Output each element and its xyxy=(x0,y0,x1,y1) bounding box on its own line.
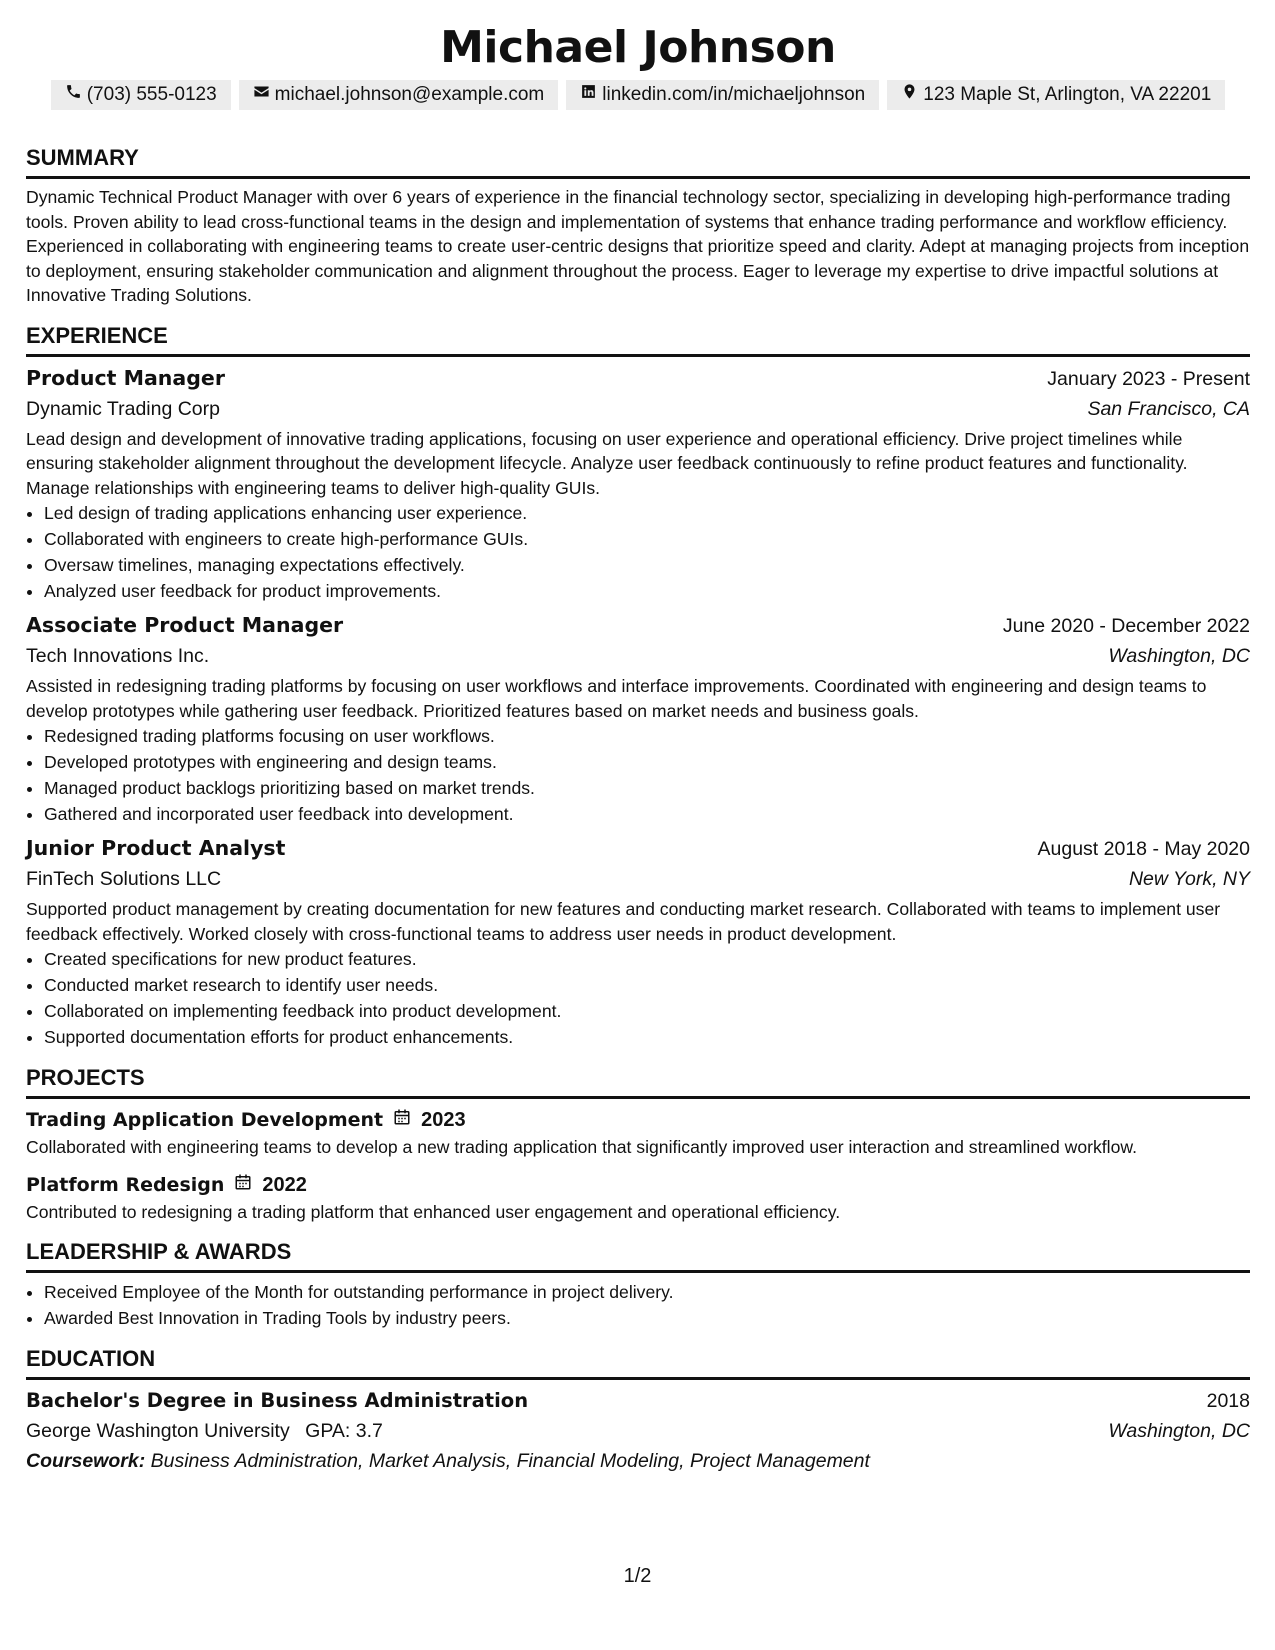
page-number: 1/2 xyxy=(623,1565,652,1587)
coursework-list: Business Administration, Market Analysis, Financial Modeling, Project Management xyxy=(150,1450,870,1472)
job-title: Junior Product Analyst xyxy=(26,836,286,860)
list-item: • Redesigned trading platforms focusing on user workflows. xyxy=(44,723,1250,749)
list-item: • Collaborated on implementing feedback into product development. xyxy=(44,998,1250,1024)
experience-section xyxy=(26,322,1250,1051)
resume-page xyxy=(26,0,1250,1476)
list-item: • Gathered and incorporated user feedback into development. xyxy=(44,801,1250,827)
projects-heading: PROJECTS xyxy=(26,1064,1250,1099)
job-location: New York, NY xyxy=(1128,868,1250,890)
job-company: FinTech Solutions LLC xyxy=(26,868,222,890)
project-entry xyxy=(26,1105,1250,1160)
candidate-name: Michael Johnson xyxy=(440,22,836,73)
list-item: • Led design of trading applications enhancing user experience. xyxy=(44,500,1250,526)
coursework-line xyxy=(26,1446,1250,1476)
email-chip[interactable] xyxy=(239,80,559,110)
job-dates: August 2018 - May 2020 xyxy=(1037,838,1250,860)
list-item: • Managed product backlogs prioritizing based on market trends. xyxy=(44,775,1250,801)
summary-heading: SUMMARY xyxy=(26,144,1250,179)
job-company: Tech Innovations Inc. xyxy=(26,645,210,667)
map-marker-icon xyxy=(901,82,918,108)
leadership-heading: LEADERSHIP & AWARDS xyxy=(26,1238,1250,1273)
job-entry xyxy=(26,363,1250,605)
list-item: • Collaborated with engineers to create high-performance GUIs. xyxy=(44,526,1250,552)
list-item: • Supported documentation efforts for product enhancements. xyxy=(44,1024,1250,1050)
job-dates: June 2020 - December 2022 xyxy=(1002,615,1250,637)
email-text: michael.johnson@example.com xyxy=(274,84,545,105)
job-description: Assisted in redesigning trading platforms by focusing on user workflows and interface improvements. Coordinated with engineering and design teams to develop prototypes while gathering user feedback. Prioritized features based on market needs and business goals. xyxy=(26,676,1207,721)
project-year: 2023 xyxy=(421,1109,466,1131)
address-text: 123 Maple St, Arlington, VA 22201 xyxy=(923,84,1212,105)
linkedin-chip[interactable] xyxy=(566,80,879,110)
job-company: Dynamic Trading Corp xyxy=(26,397,220,420)
school-name: George Washington University xyxy=(26,1420,290,1442)
project-title: Trading Application Development xyxy=(26,1109,384,1131)
phone-chip[interactable] xyxy=(51,80,231,110)
project-description: Contributed to redesigning a trading platform that enhanced user engagement and operational efficiency. xyxy=(26,1201,841,1222)
address-chip[interactable] xyxy=(887,80,1225,110)
calendar-icon xyxy=(393,1105,411,1135)
list-item: • Created specifications for new product features. xyxy=(44,946,1250,972)
job-bullets xyxy=(26,500,1250,604)
list-item: • Conducted market research to identify user needs. xyxy=(44,972,1250,998)
job-bullets xyxy=(26,946,1250,1050)
graduation-year: 2018 xyxy=(1206,1390,1250,1412)
job-location: Washington, DC xyxy=(1108,645,1250,667)
contact-bar xyxy=(26,80,1250,110)
envelope-icon xyxy=(253,82,270,108)
education-heading: EDUCATION xyxy=(26,1345,1250,1380)
phone-text: (703) 555-0123 xyxy=(86,84,217,105)
job-description: Supported product management by creating documentation for new features and conducting market research. Collaborated with teams to implement user feedback effectively. Worked closely with cross-functional teams to address user needs in product development. xyxy=(26,899,1221,944)
experience-heading: EXPERIENCE xyxy=(26,322,1250,357)
project-title: Platform Redesign xyxy=(26,1173,225,1196)
education-section xyxy=(26,1345,1250,1476)
linkedin-icon xyxy=(580,82,597,108)
list-item: • Awarded Best Innovation in Trading Tools by industry peers. xyxy=(44,1305,1250,1331)
job-bullets xyxy=(26,723,1250,827)
summary-text: Dynamic Technical Product Manager with over 6 years of experience in the financial technology sector, specializing in developing high-performance trading tools. Proven ability to lead cross-functional teams in the design and implementation of systems that enhance trading performance and workflow efficiency. Experienced in collaborating with engineering teams to create user-centric designs that prioritize speed and clarity. Adept at managing projects from inception to deployment, ensuring stakeholder communication and alignment throughout the process. Eager to leverage my expertise to drive impactful solutions at Innovative Trading Solutions. xyxy=(26,187,1250,305)
project-year: 2022 xyxy=(262,1173,307,1196)
project-description: Collaborated with engineering teams to develop a new trading application that significantly improved user interaction and streamlined workflow. xyxy=(26,1137,1137,1157)
projects-section xyxy=(26,1064,1250,1224)
job-entry xyxy=(26,610,1250,827)
job-description: Lead design and development of innovative trading applications, focusing on user experience and operational efficiency. Drive project timelines while ensuring stakeholder alignment throughout the development lifecycle. Analyze user feedback continuously to refine product features and functionality. Manage relationships with engineering teams to deliver high-quality GUIs. xyxy=(26,428,1188,498)
phone-icon xyxy=(65,82,82,108)
summary-section xyxy=(26,144,1250,308)
degree-title: Bachelor's Degree in Business Administration xyxy=(26,1389,529,1412)
leadership-bullets xyxy=(26,1279,1250,1331)
project-entry xyxy=(26,1170,1250,1225)
coursework-label: Coursework: xyxy=(26,1450,146,1472)
list-item: • Developed prototypes with engineering and design teams. xyxy=(44,749,1250,775)
list-item: • Received Employee of the Month for outstanding performance in project delivery. xyxy=(44,1279,1250,1305)
job-entry xyxy=(26,833,1250,1050)
job-location: San Francisco, CA xyxy=(1087,397,1250,420)
list-item: • Analyzed user feedback for product improvements. xyxy=(44,578,1250,604)
job-title: Product Manager xyxy=(26,365,225,390)
school-location: Washington, DC xyxy=(1108,1420,1250,1442)
leadership-section xyxy=(26,1238,1250,1331)
list-item: • Oversaw timelines, managing expectations effectively. xyxy=(44,552,1250,578)
job-title: Associate Product Manager xyxy=(26,613,344,637)
calendar-icon xyxy=(234,1170,252,1200)
gpa-text: GPA: 3.7 xyxy=(305,1420,383,1442)
linkedin-text: linkedin.com/in/michaeljohnson xyxy=(602,84,866,105)
job-dates: January 2023 - Present xyxy=(1047,367,1250,390)
